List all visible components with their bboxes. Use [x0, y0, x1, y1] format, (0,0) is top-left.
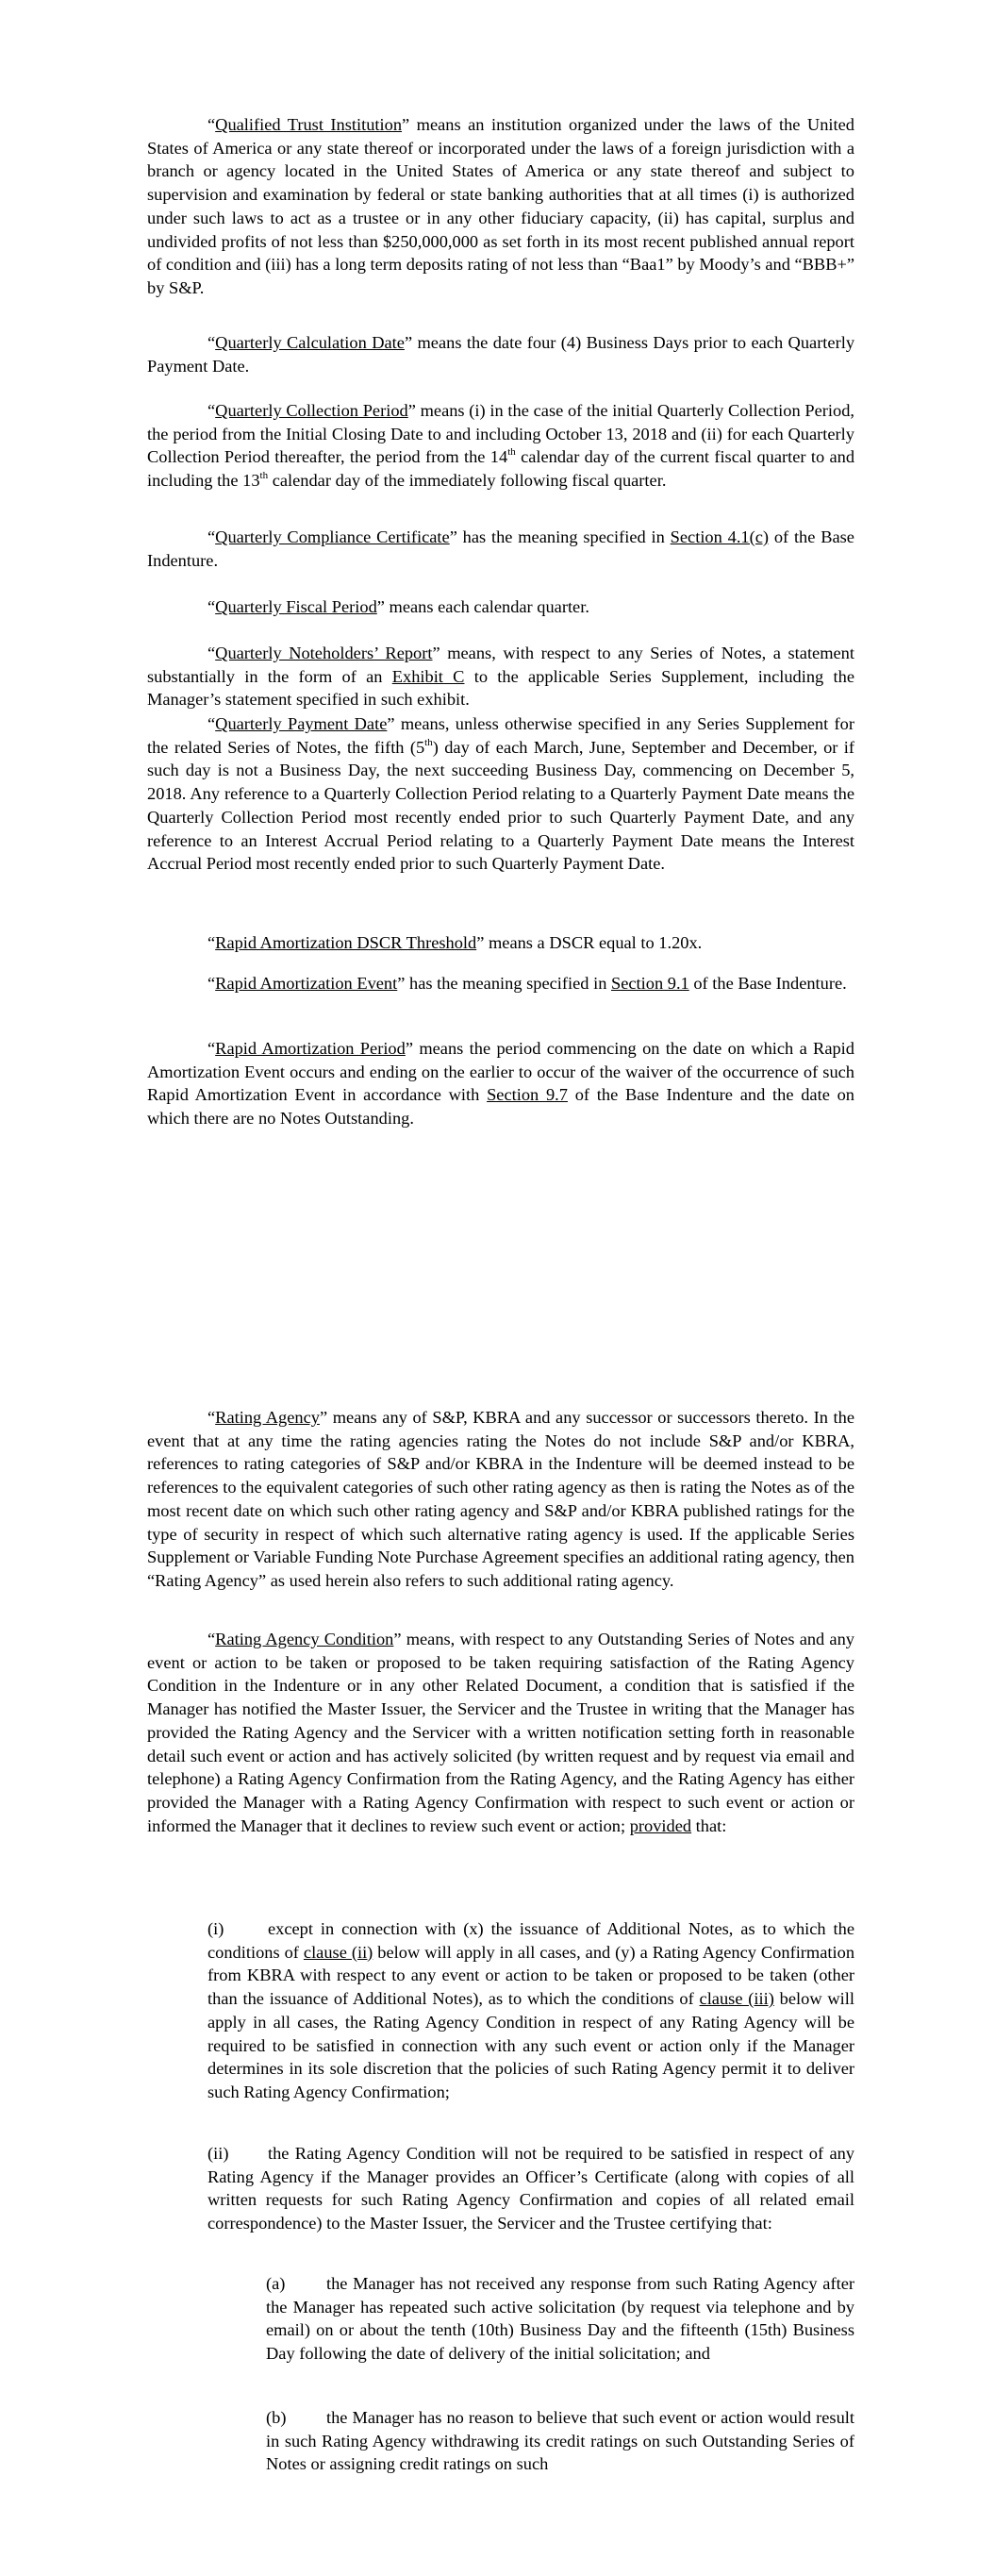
defined-term: Rapid Amortization DSCR Threshold	[215, 933, 477, 952]
definition-rating-agency-condition: “Rating Agency Condition” means, with respect to any Outstanding Series of Notes and any event or action to be taken or proposed to be taken requiring satisfaction of the Rating Agency Condition in the Indenture or in any other Related Document, a condition that is satisfied if the Manager has notified the Master Issuer, the Servicer and the Trustee in writing that the Manager has provided the Rating Agency and the Servicer with a written notification setting forth in reasonable detail such event or action and has actively solicited (by written request and by request via email and telephone) a Rating Agency Confirmation from the Rating Agency, and the Rating Agency has either provided the Manager with a Rating Agency Confirmation with respect to such event or action or informed the Manager that it declines to review such event or action; provided that:	[147, 1630, 854, 1835]
clause-i: (i) except in connection with (x) the issuance of Additional Notes, as to which the conditions of clause (ii) below will apply in all cases, and (y) a Rating Agency Confirmation from KBRA with respect to any event or action to be taken or proposed to be taken (other than the issuance of Additional Notes), as to which the conditions of clause (iii) below will apply in all cases, the Rating Agency Condition in respect of any Rating Agency will be required to be satisfied in connection with any such event or action only if the Manager determines in its sole discretion that the policies of such Rating Agency permit it to deliver such Rating Agency Confirmation;	[207, 1919, 855, 2101]
defined-term: Quarterly Compliance Certificate	[215, 527, 450, 546]
clause-a: (a) the Manager has not received any response from such Rating Agency after the Manager has repeated such active solicitation (by request via telephone and by email) on or about the tenth (10th) Business Day and the fifteenth (15th) Business Day following the date of delivery of the initial solicitation; and	[266, 2274, 854, 2364]
defined-term: Rapid Amortization Event	[215, 974, 398, 993]
document-page-1	[0, 0, 995, 1236]
definition-quarterly-payment-date: “Quarterly Payment Date” means, unless otherwise specified in any Series Supplement for the related Series of Notes, the fifth (5th) day of each March, June, September and December, or if such day is not a Business Day, the next succeeding Business Day, commencing on December 5, 2018. Any reference to a Quarterly Collection Period relating to a Quarterly Payment Date means the Quarterly Collection Period most recently ended prior to such Quarterly Payment Date, and any reference to an Interest Accrual Period relating to a Quarterly Payment Date means the Interest Accrual Period most recently ended prior to such Quarterly Payment Date.	[147, 714, 854, 874]
defined-term: Quarterly Calculation Date	[215, 333, 405, 352]
clause-b: (b) the Manager has no reason to believe that such event or action would result in such Rating Agency withdrawing its credit ratings on such Outstanding Series of Notes or assigning credit ratings on such	[266, 2408, 854, 2474]
defined-term: Rating Agency Condition	[215, 1630, 394, 1648]
defined-term: Quarterly Noteholders’ Report	[215, 644, 433, 662]
definition-rapid-amortization-period: “Rapid Amortization Period” means the period commencing on the date on which a Rapid Amortization Event occurs and ending on the earlier to occur of the waiver of the occurrence of such Rapid Amortization Event in accordance with Section 9.7 of the Base Indenture and the date on which there are no Notes Outstanding.	[147, 1039, 854, 1129]
cross-reference: Section 9.7	[487, 1085, 568, 1105]
definition-rapid-amortization-dscr-threshold: “Rapid Amortization DSCR Threshold” means a DSCR equal to 1.20x.	[207, 933, 703, 952]
definition-quarterly-calculation-date: “Quarterly Calculation Date” means the date four (4) Business Days prior to each Quarterly Payment Date.	[147, 333, 855, 376]
clause-label: (ii)	[207, 2144, 229, 2163]
definition-rating-agency: “Rating Agency” means any of S&P, KBRA and any successor or successors thereto. In the event that at any time the rating agencies rating the Notes do not include S&P and/or KBRA, references to rating categories of S&P and/or KBRA in the Indenture will be deemed instead to be references to the equivalent categories of such other rating agency as then is rating the Notes as of the most recent date on which such other rating agency and S&P and/or KBRA published ratings for the type of security in respect of which such alternative rating agency is used. If the applicable Series Supplement or Variable Funding Note Purchase Agreement specifies an additional rating agency, then “Rating Agency” as used herein also refers to such additional rating agency.	[147, 1408, 854, 1590]
defined-term: Quarterly Collection Period	[215, 401, 408, 420]
definition-quarterly-compliance-certificate: “Quarterly Compliance Certificate” has the meaning specified in Section 4.1(c) of the Base Indenture.	[147, 527, 854, 570]
provided-term: provided	[629, 1815, 692, 1835]
clause-label: (i)	[207, 1919, 224, 1938]
cross-reference: Section 9.1	[611, 974, 689, 993]
definition-quarterly-fiscal-period: “Quarterly Fiscal Period” means each calendar quarter.	[207, 597, 589, 616]
defined-term: Quarterly Payment Date	[215, 714, 388, 733]
defined-term: Rapid Amortization Period	[215, 1039, 406, 1058]
defined-term: Rating Agency	[215, 1408, 320, 1427]
definition-rapid-amortization-event: “Rapid Amortization Event” has the meaning specified in Section 9.1 of the Base Indenture.	[207, 974, 847, 993]
definition-quarterly-noteholders-report: “Quarterly Noteholders’ Report” means, with respect to any Series of Notes, a statement substantially in the form of an Exhibit C to the applicable Series Supplement, including the Manager’s statement specified in such exhibit.	[147, 644, 854, 710]
clause-label: (a)	[266, 2274, 286, 2293]
cross-reference: clause (ii)	[303, 1942, 373, 1962]
cross-reference: Exhibit C	[391, 666, 465, 686]
clause-label: (b)	[266, 2408, 287, 2427]
document-page-2	[0, 1236, 995, 2576]
definition-qualified-trust-institution: “Qualified Trust Institution” means an institution organized under the laws of the United States of America or any state thereof or incorporated under the laws of a foreign jurisdiction with a branch or agency located in the United States of America or any state thereof and subject to supervision and examination by federal or state banking authorities that at all times (i) is authorized under such laws to act as a trustee or in any other fiduciary capacity, (ii) has capital, surplus and undivided profits of not less than $250,000,000 as set forth in its most recent published annual report of condition and (iii) has a long term deposits rating of not less than “Baa1” by Moody’s and “BBB+” by S&P.	[147, 115, 854, 297]
defined-term: Quarterly Fiscal Period	[215, 597, 377, 616]
definition-quarterly-collection-period: “Quarterly Collection Period” means (i) in the case of the initial Quarterly Collection Period, the period from the Initial Closing Date to and including October 13, 2018 and (ii) for each Quarterly Collection Period thereafter, the period from the 14th calendar day of the current fiscal quarter to and including the 13th calendar day of the immediately following fiscal quarter.	[147, 401, 855, 491]
defined-term: Qualified Trust Institution	[215, 115, 403, 134]
cross-reference: clause (iii)	[699, 1989, 774, 2009]
clause-ii: (ii) the Rating Agency Condition will not be required to be satisfied in respect of any Rating Agency if the Manager provides an Officer’s Certificate (along with copies of all written requests for such Rating Agency Confirmation and copies of all related email correspondence) to the Master Issuer, the Servicer and the Trustee certifying that:	[207, 2144, 854, 2233]
cross-reference: Section 4.1(c)	[670, 527, 770, 546]
